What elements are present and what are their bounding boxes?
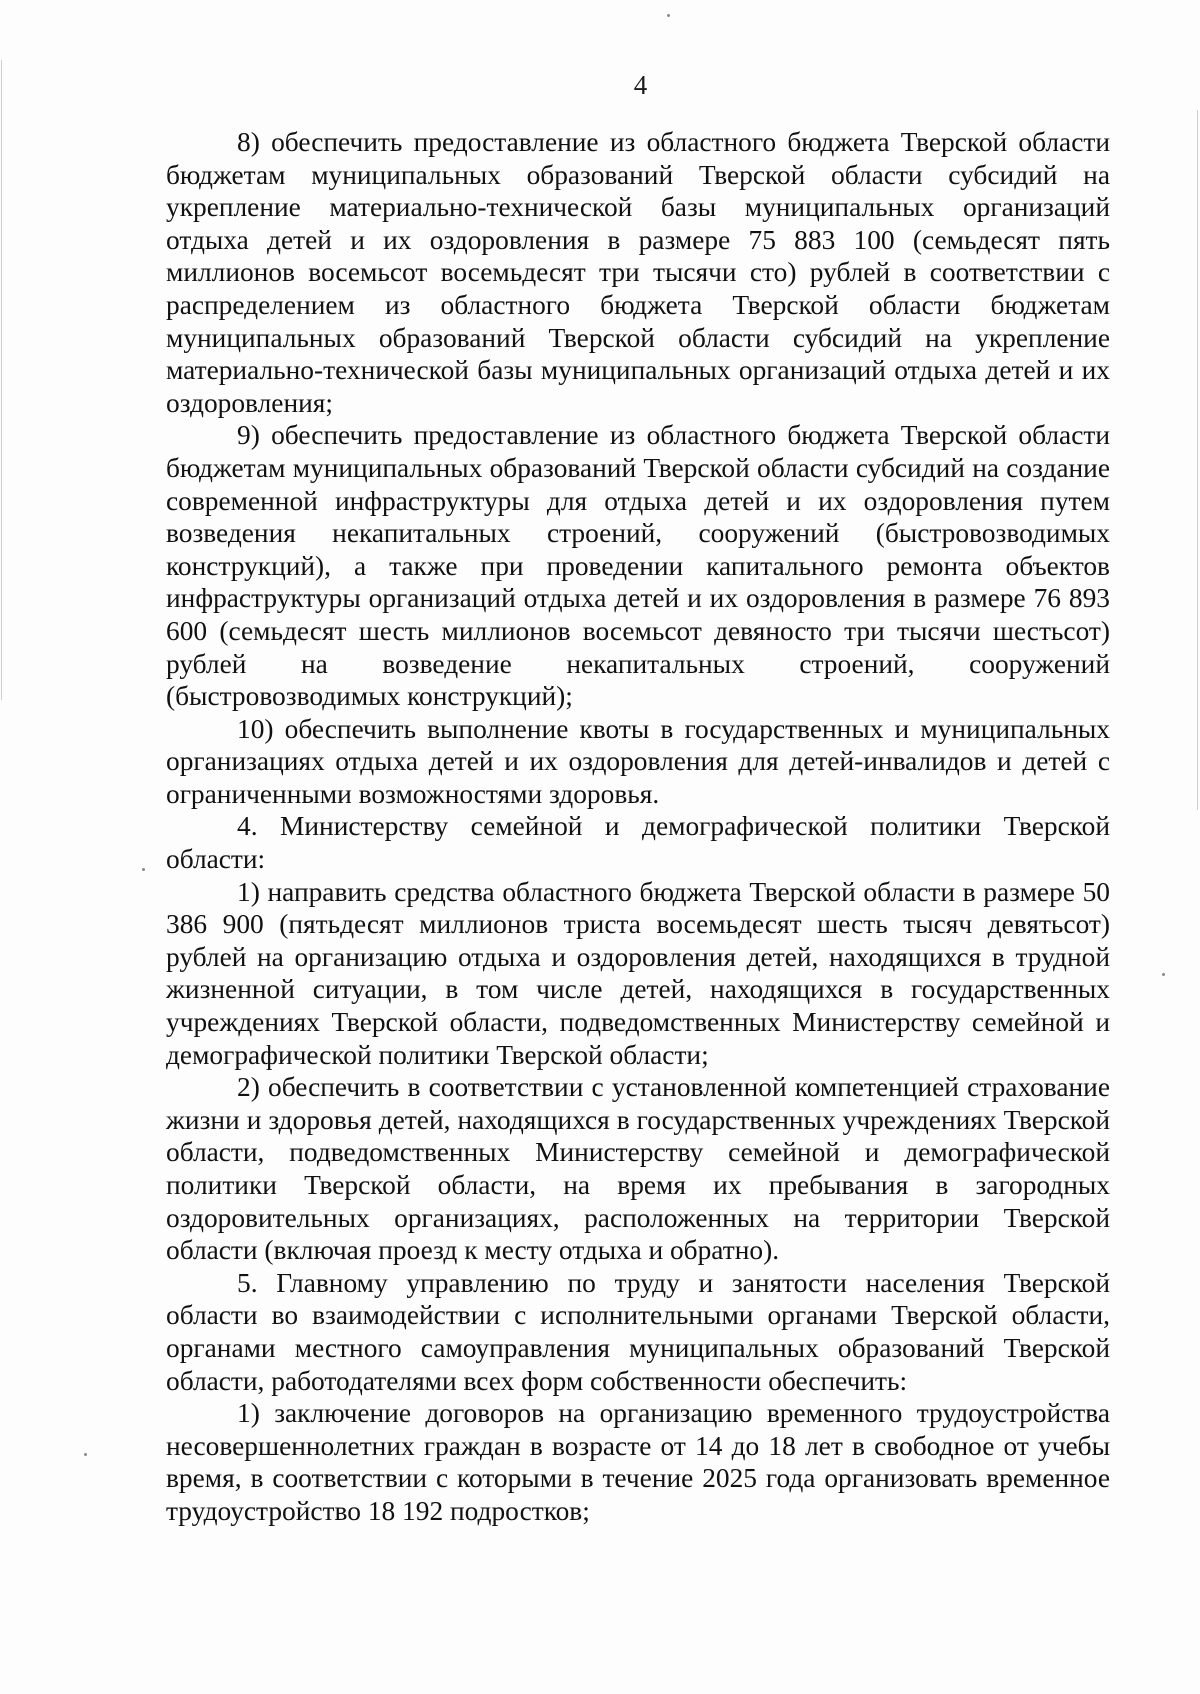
paragraph-item-10: 10) обеспечить выполнение квоты в государственных и муниципальных организациях отдыха детей и их оздоровления для детей-инвалидов и детей с ограниченными возможностями здоровья. — [166, 713, 1110, 809]
paragraph-item-8: 8) обеспечить предоставление из областного бюджета Тверской области бюджетам муниципальных образований Тверской области субсидий на укрепление материально-технической базы муниципальных организаций отдыха детей и их оздоровления в размере 75 883 100 (семьдесят пять миллионов восемьсот восемьдесят три тысячи сто) рублей в соответствии с распределением из областного бюджета Тверской области бюджетам муниципальных образований Тверской области субсидий на укрепление материально-технической базы муниципальных организаций отдыха детей и их оздоровления; — [166, 127, 1110, 418]
scan-speck — [84, 1453, 87, 1456]
page-number: 4 — [633, 70, 648, 100]
paragraph-item-9: 9) обеспечить предоставление из областного бюджета Тверской области бюджетам муниципальных образований Тверской области субсидий на создание современной инфраструктуры для отдыха детей и их оздоровления путем возведения некапитальных строений, сооружений (быстровозводимых конструкций), а также при проведении капитального ремонта объектов инфраструктуры организаций отдыха детей и их оздоровления в размере 76 893 600 (семьдесят шесть миллионов восемьсот девяносто три тысячи шестьсот) рублей на возведение некапитальных строений, сооружений (быстровозводимых конструкций); — [166, 420, 1110, 712]
paragraph-section-4-item-1: 1) направить средства областного бюджета Тверской области в размере 50 386 900 (пятьдесят миллионов триста восемьдесят шесть тысяч девятьсот) рублей на организацию отдыха и оздоровления детей, находящихся в трудной жизненной ситуации, в том числе детей, находящихся в государственных учреждениях Тверской области, подведомственных Министерству семейной и демографической политики Тверской области; — [166, 876, 1110, 1070]
scan-speck — [142, 868, 145, 871]
scan-left-edge — [1, 60, 2, 700]
document-body — [166, 126, 1110, 1528]
paragraph-section-4: 4. Министерству семейной и демографической политики Тверской области: — [166, 811, 1110, 875]
paragraph-section-5: 5. Главному управлению по труду и занятости населения Тверской области во взаимодействии с исполнительными органами Тверской области, органами местного самоуправления муниципальных образований Тверской области, работодателями всех форм собственности обеспечить: — [166, 1267, 1110, 1396]
paragraph-section-4-item-2: 2) обеспечить в соответствии с установленной компетенцией страхование жизни и здоровья детей, находящихся в государственных учреждениях Тверской области, подведомственных Министерству семейной и демографической политики Тверской области, на время их пребывания в загородных оздоровительных организациях, расположенных на территории Тверской области (включая проезд к месту отдыха и обратно). — [166, 1072, 1110, 1266]
scan-speck — [667, 14, 670, 17]
paragraph-section-5-item-1: 1) заключение договоров на организацию временного трудоустройства несовершеннолетних граждан в возрасте от 14 до 18 лет в свободное от учебы время, в соответствии с которыми в течение 2025 года организовать временное трудоустройство 18 192 подростков; — [166, 1398, 1110, 1526]
scan-right-edge — [1197, 110, 1198, 810]
scan-speck — [1162, 973, 1165, 976]
